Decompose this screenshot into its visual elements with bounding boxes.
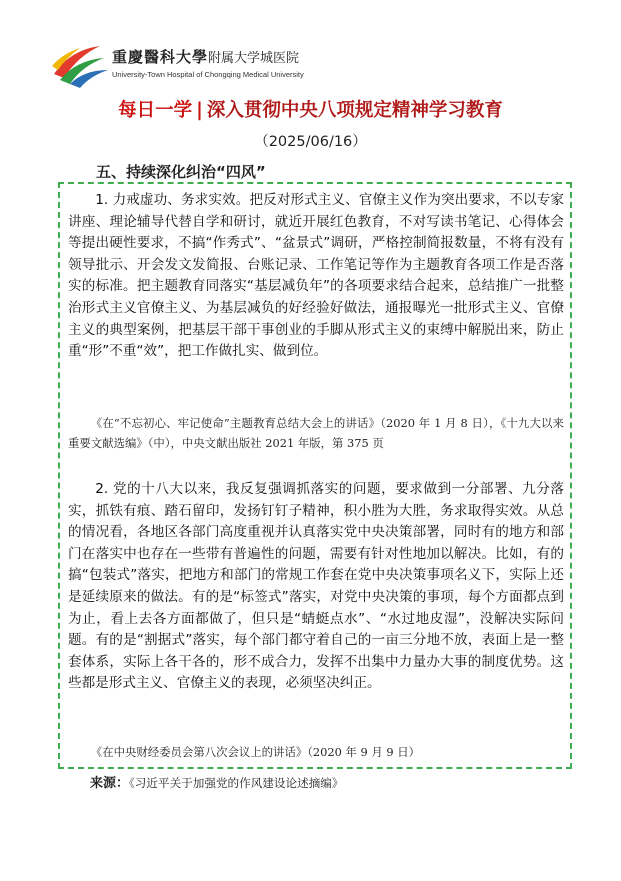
- logo-chinese-name: 重慶醫科大學附属大学城医院: [112, 48, 300, 66]
- section-heading: 五、持续深化纠治“四风”: [96, 163, 266, 181]
- source-text: 《习近平关于加强党的作风建设论述摘编》: [129, 776, 344, 790]
- logo-english-name: University-Town Hospital of Chongqing Medical University: [112, 70, 304, 79]
- title-prefix: 每日一学: [118, 100, 193, 121]
- publish-date: （2025/06/16）: [254, 134, 367, 150]
- paragraph-1: 1. 力戒虚功、务求实效。把反对形式主义、官僚主义作为突出要求，不以专家讲座、理论辅导代替自学和研讨，就近开展红色教育，不对写读书笔记、心得体会等提出硬性要求，不搞“作秀式”、“盆景式”调研，严格控制简报数量，不将有没有领导批示、开会发文发简报、台账记录、工作笔记等作为主题教育各项工作是否落实的标准。把主题教育同落实“基层减负年”的各项要求结合起来，总结推广一批整治形式主义官僚主义、为基层减负的好经验好做法，通报曝光一批形式主义、官僚主义的典型案例，把基层干部干事创业的手脚从形式主义的束缚中解脱出来，防止重“形”不重“效”，把工作做扎实、做到位。: [68, 192, 564, 360]
- paragraph-2: 2. 党的十八大以来，我反复强调抓落实的问题，要求做到一分部署、九分落实，抓铁有痕、踏石留印，发扬钉钉子精神，积小胜为大胜，务求取得实效。从总的情况看，各地区各部门高度重视并认真落实党中央决策部署，同时有的地方和部门在落实中也存在一些带有普遍性的问题，需要有针对性地加以解决。比如，有的搞“包装式”落实，把地方和部门的常规工作套在党中央决策事项名义下，实际上还是延续原来的做法。有的是“标签式”落实，对党中央决策的事项，每个方面都点到为止，看上去各方面都做了，但只是“蜻蜓点水”、“水过地皮湿”，没解决实际问题。有的是“割据式”落实，每个部门都守着自己的一亩三分地不放，表面上是一整套体系，实际上各干各的，形不成合力，发挥不出集中力量办大事的制度优势。这些都是形式主义、官僚主义的表现，必须坚决纠正。: [68, 481, 564, 692]
- hospital-header: [50, 40, 350, 90]
- title-separator: |: [196, 100, 203, 121]
- source-label: 来源：: [90, 776, 130, 791]
- citation-2: 《在中央财经委员会第八次会议上的讲话》（2020 年 9 月 9 日）: [90, 745, 421, 759]
- citation-1: 《在“不忘初心、牢记使命”主题教育总结大会上的讲话》（2020 年 1 月 8 日），《十九大以来重要文献选编》（中），中央文献出版社 2021 年版，第 375 页: [68, 416, 564, 450]
- page-title: [0, 96, 621, 122]
- source-line: [90, 772, 344, 791]
- hospital-logo-icon: [50, 40, 110, 90]
- title-main: 深入贯彻中央八项规定精神学习教育: [206, 100, 503, 121]
